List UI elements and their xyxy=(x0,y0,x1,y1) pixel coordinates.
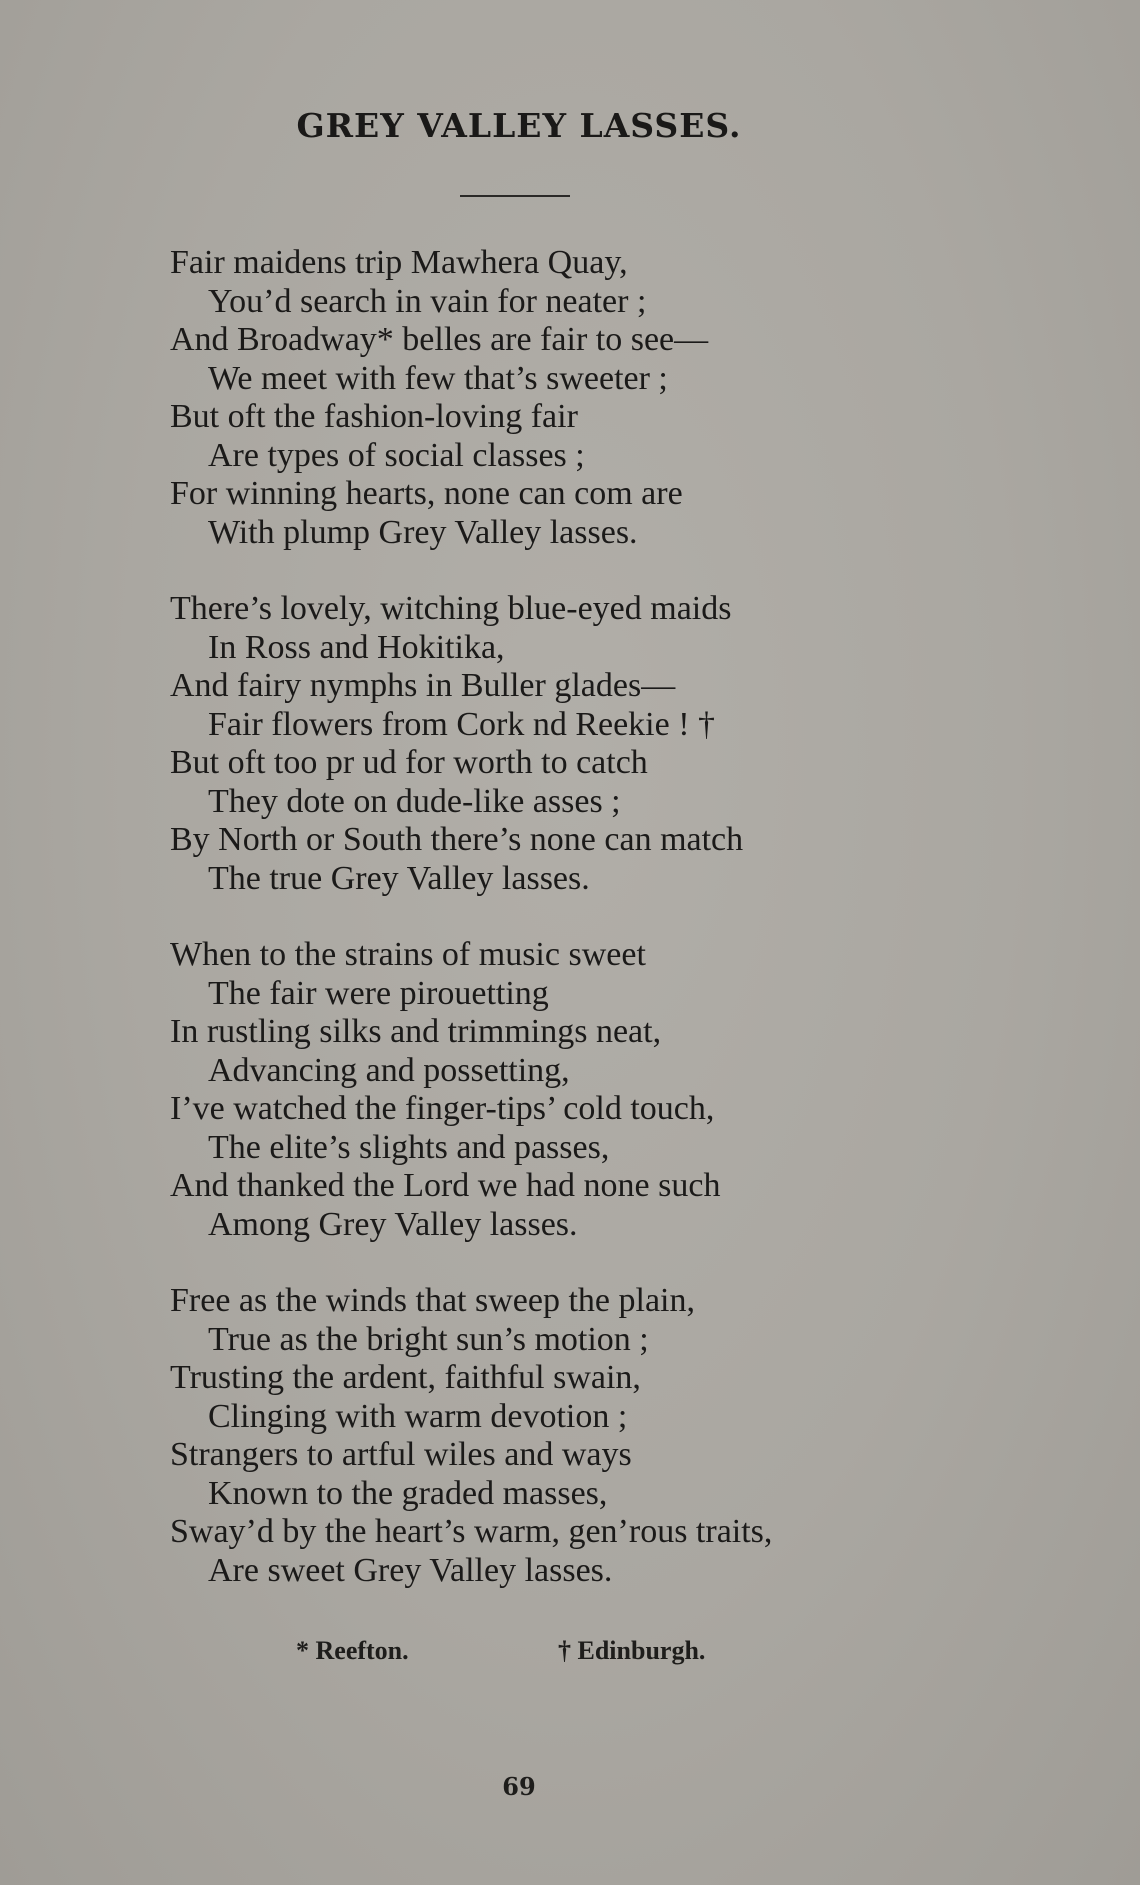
poem-line: And Broadway* belles are fair to see— xyxy=(170,321,709,358)
poem-line: The fair were pirouetting xyxy=(208,974,549,1012)
poem-line: In rustling silks and trimmings neat, xyxy=(170,1013,662,1050)
poem-line: We meet with few that’s sweeter ; xyxy=(208,359,668,397)
poem-line: By North or South there’s none can match xyxy=(170,821,744,858)
poem-line: Strangers to artful wiles and ways xyxy=(170,1436,632,1473)
page-number: 69 xyxy=(502,1772,536,1801)
stanza-2 xyxy=(170,590,1070,898)
stanza-4 xyxy=(170,1282,1070,1590)
stanza-3 xyxy=(170,936,1070,1244)
poem-line: You’d search in vain for neater ; xyxy=(208,282,647,320)
poem-line: Free as the winds that sweep the plain, xyxy=(170,1282,695,1319)
poem-line: But oft the fashion-loving fair xyxy=(170,398,578,435)
poem-line: There’s lovely, witching blue-eyed maids xyxy=(170,590,732,627)
poem-line: Among Grey Valley lasses. xyxy=(208,1205,578,1243)
poem-line: Fair flowers from Cork nd Reekie ! † xyxy=(208,705,716,743)
poem-line: True as the bright sun’s motion ; xyxy=(208,1320,649,1358)
poem-line: In Ross and Hokitika, xyxy=(208,628,505,666)
poem-body xyxy=(170,244,1070,1628)
poem-line: Sway’d by the heart’s warm, gen’rous traits, xyxy=(170,1513,773,1550)
poem-line: They dote on dude-like asses ; xyxy=(208,782,621,820)
poem-line: Clinging with warm devotion ; xyxy=(208,1397,628,1435)
poem-line: For winning hearts, none can com are xyxy=(170,475,683,512)
poem-line: Trusting the ardent, faithful swain, xyxy=(170,1359,641,1396)
footnote-reefton: * Reefton. xyxy=(296,1636,409,1665)
poem-line: With plump Grey Valley lasses. xyxy=(208,513,638,551)
poem-line: Are types of social classes ; xyxy=(208,436,585,474)
poem-line: Known to the graded masses, xyxy=(208,1474,608,1512)
poem-line: Are sweet Grey Valley lasses. xyxy=(208,1551,613,1589)
footnote-edinburgh: † Edinburgh. xyxy=(558,1636,706,1665)
poem-line: The true Grey Valley lasses. xyxy=(208,859,590,897)
poem-line: But oft too pr ud for worth to catch xyxy=(170,744,648,781)
poem-line: Advancing and possetting, xyxy=(208,1051,570,1089)
title-divider xyxy=(460,195,570,197)
poem-title: GREY VALLEY LASSES. xyxy=(296,106,742,145)
poem-line: And fairy nymphs in Buller glades— xyxy=(170,667,676,704)
poem-line: The elite’s slights and passes, xyxy=(208,1128,610,1166)
poem-line: Fair maidens trip Mawhera Quay, xyxy=(170,244,628,281)
poem-line: And thanked the Lord we had none such xyxy=(170,1167,721,1204)
poem-line: When to the strains of music sweet xyxy=(170,936,646,973)
stanza-1 xyxy=(170,244,1070,552)
poem-line: I’ve watched the finger-tips’ cold touch, xyxy=(170,1090,715,1127)
